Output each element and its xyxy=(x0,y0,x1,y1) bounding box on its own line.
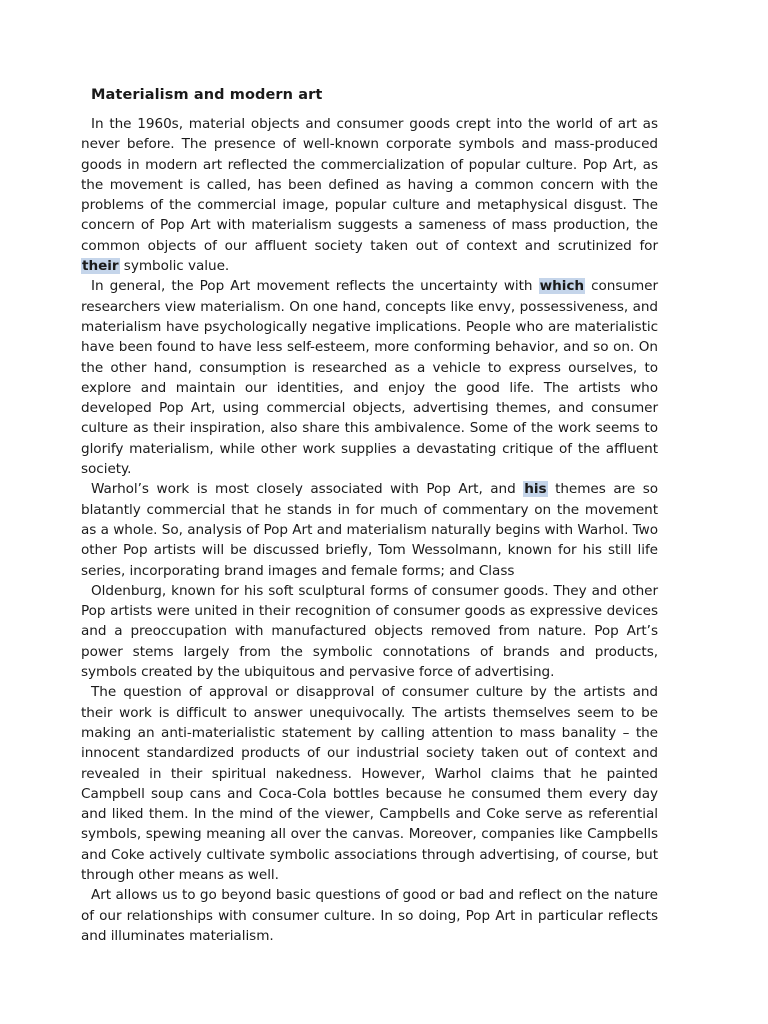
paragraph-2-text-before: In general, the Pop Art movement reflects the uncertainty with xyxy=(91,278,539,295)
highlighted-word-his[interactable]: his xyxy=(524,481,547,498)
highlighted-word-their[interactable]: their xyxy=(82,258,119,275)
document-title: Materialism and modern art xyxy=(91,87,323,103)
paragraph-4: Oldenburg, known for his soft sculptural forms of consumer goods. They and other Pop artists were united in their recognition of consumer goods as expressive devices and a preoccupation with manufactured objects removed from nature. Pop Art’s power stems largely from the symbolic connotations of brands and products, symbols created by the ubiquitous and pervasive force of advertising. xyxy=(81,582,658,681)
paragraph-3-text-before: Warhol’s work is most closely associated with Pop Art, and xyxy=(91,481,524,498)
paragraph-6: Art allows us to go beyond basic questions of good or bad and reflect on the nature of our relationships with consumer culture. In so doing, Pop Art in particular reflects and illuminates materialism. xyxy=(81,887,658,944)
paragraph-3 xyxy=(81,479,658,580)
paragraph-1 xyxy=(81,114,658,276)
paragraph-2-text-after: consumer researchers view materialism. On one hand, concepts like envy, possessiveness, and materialism have psychologically negative implications. People who are materialistic have been found to have less self-esteem, more conforming behavior, and so on. On the other hand, consumption is researched as a vehicle to express ourselves, to explore and maintain our identities, and enjoy the good life. The artists who developed Pop Art, using commercial objects, advertising themes, and consumer culture as their inspiration, also share this ambivalence. Some of the work seems to glorify materialism, while other work supplies a devastating critique of the affluent society. xyxy=(81,278,659,478)
paragraph-1-text-before: In the 1960s, material objects and consumer goods crept into the world of art as never before. The presence of well-known corporate symbols and mass-produced goods in modern art reflected the commercialization of popular culture. Pop Art, as the movement is called, has been defined as having a common concern with the problems of the commercial image, popular culture and metaphysical disgust. The concern of Pop Art with materialism suggests a sameness of mass production, the common objects of our affluent society taken out of context and scrutinized for xyxy=(81,116,658,254)
document-page xyxy=(81,84,658,946)
paragraph-5: The question of approval or disapproval of consumer culture by the artists and their work is difficult to answer unequivocally. The artists themselves seem to be making an anti-materialistic statement by calling attention to mass banality – the innocent standardized products of our industrial society taken out of context and revealed in their spiritual nakedness. However, Warhol claims that he painted Campbell soup cans and Coca-Cola bottles because he consumed them every day and liked them. In the mind of the viewer, Campbells and Coke serve as referential symbols, spewing meaning all over the canvas. Moreover, companies like Campbells and Coke actively cultivate symbolic associations through advertising, of course, but through other means as well. xyxy=(81,684,658,883)
paragraph-3-text-after: themes are so blatantly commercial that he stands in for much of commentary on the movement as a whole. So, analysis of Pop Art and materialism naturally begins with Warhol. Two other Pop artists will be discussed briefly, Tom Wessolmann, known for his still life series, incorporating brand images and female forms; and Class xyxy=(81,481,658,579)
paragraph-2 xyxy=(81,276,658,479)
highlighted-word-which[interactable]: which xyxy=(539,278,584,295)
paragraph-1-text-after: symbolic value. xyxy=(119,258,230,275)
